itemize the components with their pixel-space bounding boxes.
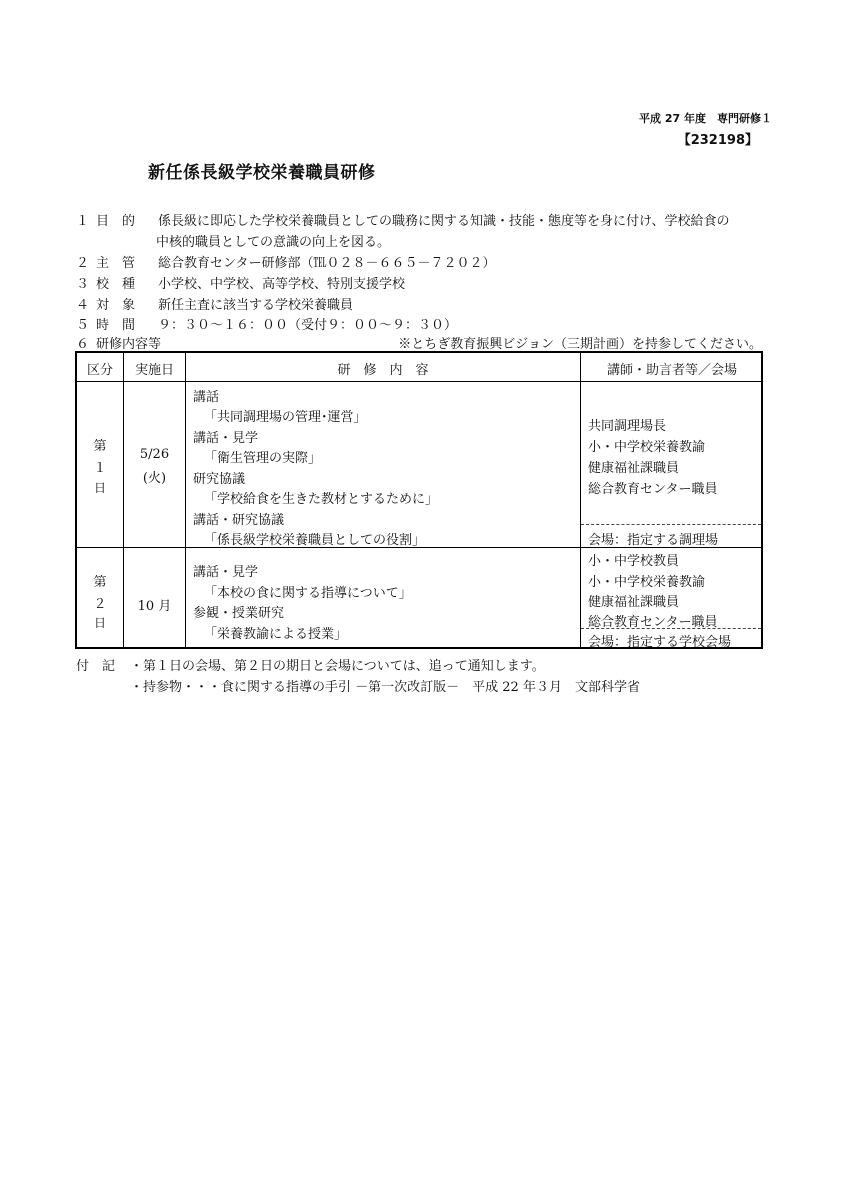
item-number: ３ [76, 277, 90, 292]
row1-instructor: 総合教育センター職員 [588, 482, 718, 497]
item-label: 目 的 [96, 214, 136, 229]
row1-date: 5/26 [139, 447, 170, 462]
row1-instructor: 共同調理場長 [588, 419, 667, 434]
item-label: 主 管 [96, 256, 136, 271]
item-school-type [76, 273, 405, 292]
item-purpose-continued: 中核的職員としての意識の向上を図る。 [156, 235, 391, 250]
fiscal-year-label: 平成 27 年度 専門研修１ [639, 112, 772, 125]
item-target [76, 294, 353, 313]
row1-content-line: 講話・研究協議 [193, 513, 285, 528]
vision-note: ※とちぎ教育振興ビジョン（三期計画）を持参してください。 [398, 337, 762, 352]
row2-kubun-1: 第 [93, 575, 107, 590]
schedule-table [75, 351, 763, 649]
item-number: ６ [76, 337, 90, 352]
item-number: ２ [76, 256, 90, 271]
item-time [76, 314, 457, 333]
header-kubun: 区分 [86, 363, 113, 378]
item-label: 校 種 [96, 277, 136, 292]
row1-content-line: 講話 [193, 390, 220, 405]
item-content [76, 333, 162, 352]
row1-kubun-2: １ [93, 461, 107, 476]
row1-content-line: 研究協議 [193, 472, 246, 487]
row2-content-line: 講話・見学 [193, 565, 259, 580]
header-date: 実施日 [134, 363, 174, 378]
item-number: ４ [76, 298, 90, 313]
header-instructors: 講師・助言者等／会場 [606, 363, 737, 378]
row1-instructor: 健康福祉課職員 [588, 461, 680, 476]
footer-label: 付 記 [76, 659, 116, 674]
row1-instructor: 小・中学校栄養教諭 [588, 440, 706, 455]
row2-instructor: 小・中学校栄養教諭 [588, 575, 706, 590]
item-text: 総合教育センター研修部（℡０２８－６６５－７２０２） [158, 256, 496, 271]
row2-date: 10 月 [137, 599, 172, 614]
row1-weekday: (火) [142, 471, 167, 486]
item-label: 対 象 [96, 298, 136, 313]
row2-kubun-2: ２ [93, 597, 107, 612]
row1-venue: 会場：指定する調理場 [588, 533, 719, 548]
footer-note-2: ・持参物・・・食に関する指導の手引 －第一次改訂版－ 平成 22 年３月 文部科学省 [130, 680, 640, 695]
item-text: ９：３０～１６：００（受付９：００～９：３０） [158, 318, 458, 333]
row1-kubun-1: 第 [93, 439, 107, 454]
course-code: 【232198】 [677, 133, 758, 148]
item-label: 研修内容等 [96, 337, 162, 352]
row2-instructor: 健康福祉課職員 [588, 595, 680, 610]
row1-content-line: 「衛生管理の実際」 [204, 451, 322, 466]
row2-content-line: 「栄養教諭による授業」 [204, 627, 348, 642]
row2-instructor: 小・中学校教員 [588, 554, 680, 569]
row1-content-line: 「学校給食を生きた教材とするために」 [204, 492, 439, 507]
item-number: １ [76, 214, 90, 229]
footer-note-1: ・第１日の会場、第２日の期日と会場については、追って通知します。 [130, 659, 545, 674]
item-text: 小学校、中学校、高等学校、特別支援学校 [158, 277, 406, 292]
item-label: 時 間 [96, 318, 136, 333]
row2-venue: 会場：指定する学校会場 [588, 635, 732, 650]
row1-kubun-3: 日 [93, 481, 106, 495]
item-purpose [76, 210, 729, 229]
item-text: 係長級に即応した学校栄養職員としての職務に関する知識・技能・態度等を身に付け、学校給食の [158, 214, 730, 229]
row2-instructor: 総合教育センター職員 [588, 615, 718, 630]
row1-content-line: 「共同調理場の管理･運営」 [204, 410, 367, 425]
item-organizer [76, 252, 495, 271]
item-text: 新任主査に該当する学校栄養職員 [158, 298, 354, 313]
header-content: 研 修 内 容 [337, 363, 429, 378]
item-number: ５ [76, 318, 90, 333]
page-title: 新任係長級学校栄養職員研修 [148, 163, 376, 183]
row2-content-line: 「本校の食に関する指導について」 [204, 586, 412, 601]
row2-content-line: 参観・授業研究 [193, 606, 285, 621]
row1-content-line: 講話・見学 [193, 431, 259, 446]
row2-kubun-3: 日 [93, 616, 106, 630]
row1-content-line: 「係長級学校栄養職員としての役割」 [204, 533, 426, 548]
